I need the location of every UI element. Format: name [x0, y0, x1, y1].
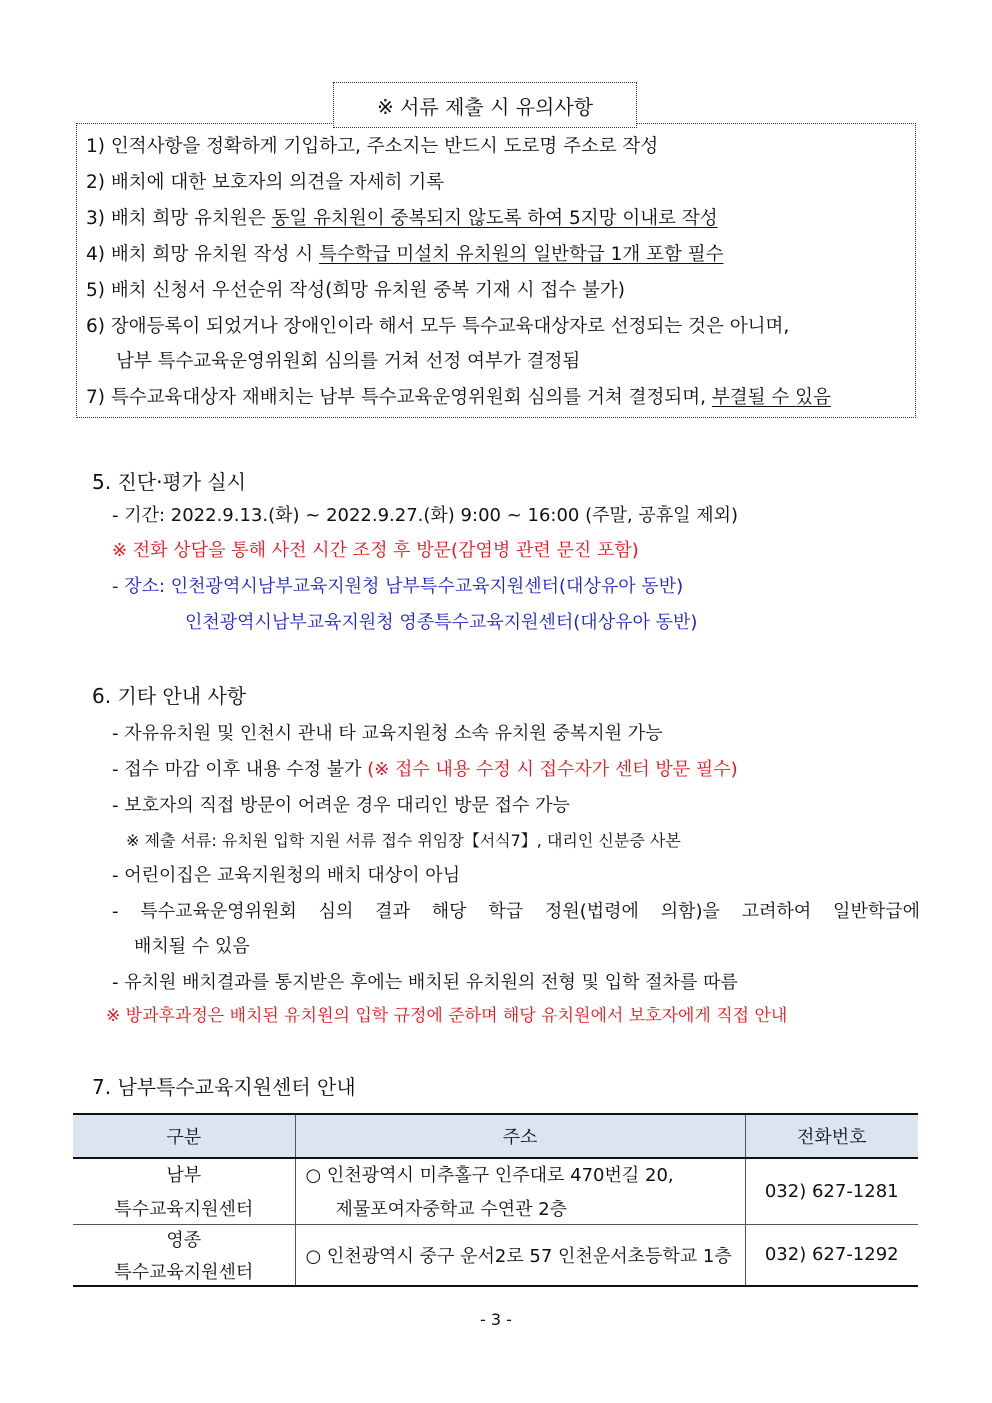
section6-line8: ※ 방과후과정은 배치된 유치원의 입학 규정에 준하며 해당 유치원에서 보호자에게 직접 안내 — [106, 1006, 788, 1026]
center-address-cell: ○ 인천광역시 중구 운서2로 57 인천운서초등학교 1층 — [295, 1224, 745, 1286]
notice-item-6: 6) 장애등록이 되었거나 장애인이라 해서 모두 특수교육대상자로 선정되는 것은 아니며, — [86, 316, 790, 337]
section7-heading: 7. 남부특수교육지원센터 안내 — [92, 1075, 356, 1099]
section6-heading: 6. 기타 안내 사항 — [92, 684, 247, 708]
section6-line1: - 자유유치원 및 인천시 관내 타 교육지원청 소속 유치원 중복지원 가능 — [112, 723, 663, 744]
section6-line3: - 보호자의 직접 방문이 어려운 경우 대리인 방문 접수 가능 — [112, 795, 570, 816]
notice-item-7: 7) 특수교육대상자 재배치는 남부 특수교육운영위원회 심의를 거쳐 결정되며, 부결될 수 있음 — [86, 387, 831, 408]
center-phone-cell: 032) 627-1281 — [745, 1158, 918, 1224]
section6-line5: - 어린이집은 교육지원청의 배치 대상이 아님 — [112, 865, 461, 886]
section5-period: - 기간: 2022.9.13.(화) ~ 2022.9.27.(화) 9:00 ~ 16:00 (주말, 공휴일 제외) — [112, 505, 739, 526]
center-name-cell: 영종 특수교육지원센터 — [73, 1224, 295, 1286]
notice-item-3: 3) 배치 희망 유치원은 동일 유치원이 중복되지 않도록 하여 5지망 이내로 작성 — [86, 208, 718, 229]
notice-item-1: 1) 인적사항을 정확하게 기입하고, 주소지는 반드시 도로명 주소로 작성 — [86, 136, 659, 157]
notice-item-5: 5) 배치 신청서 우선순위 작성(희망 유치원 중복 기재 시 접수 불가) — [86, 280, 626, 301]
page-number: - 3 - — [480, 1310, 512, 1329]
table-header: 주소 — [295, 1114, 745, 1158]
section6-line6b: 배치될 수 있음 — [134, 936, 250, 957]
table-row — [73, 1224, 918, 1286]
section5-place1: - 장소: 인천광역시남부교육지원청 남부특수교육지원센터(대상유아 동반) — [112, 576, 684, 597]
section6-line4: ※ 제출 서류: 유치원 입학 지원 서류 접수 위임장【서식7】, 대리인 신분증 사본 — [126, 831, 681, 850]
section6-line7: - 유치원 배치결과를 통지받은 후에는 배치된 유치원의 전형 및 입학 절차를 따름 — [112, 972, 738, 993]
table-header-row — [73, 1114, 918, 1158]
notice-item-6-cont: 남부 특수교육운영위원회 심의를 거쳐 선정 여부가 결정됨 — [116, 351, 581, 372]
center-table — [73, 1113, 918, 1287]
section5-place2: 인천광역시남부교육지원청 영종특수교육지원센터(대상유아 동반) — [185, 612, 698, 633]
notice-item-2: 2) 배치에 대한 보호자의 의견을 자세히 기록 — [86, 172, 445, 193]
notice-item-4: 4) 배치 희망 유치원 작성 시 특수학급 미설치 유치원의 일반학급 1개 포함 필수 — [86, 244, 724, 265]
section6-line6a: - 특수교육운영위원회 심의 결과 해당 학급 정원(법령에 의함)을 고려하여 일반학급에 — [112, 901, 920, 922]
table-header: 구분 — [73, 1114, 295, 1158]
center-phone-cell: 032) 627-1292 — [745, 1224, 918, 1286]
table-row — [73, 1158, 918, 1224]
section5-note: ※ 전화 상담을 통해 사전 시간 조정 후 방문(감염병 관련 문진 포함) — [112, 540, 639, 561]
section6-line2: - 접수 마감 이후 내용 수정 불가 (※ 접수 내용 수정 시 접수자가 센터 방문 필수) — [112, 759, 738, 780]
notice-title: ※ 서류 제출 시 유의사항 — [333, 82, 637, 128]
center-address-cell: ○ 인천광역시 미추홀구 인주대로 470번길 20, 제물포여자중학교 수연관 2층 — [295, 1158, 745, 1224]
section5-heading: 5. 진단·평가 실시 — [92, 470, 247, 494]
center-name-cell: 남부 특수교육지원센터 — [73, 1158, 295, 1224]
table-header: 전화번호 — [745, 1114, 918, 1158]
